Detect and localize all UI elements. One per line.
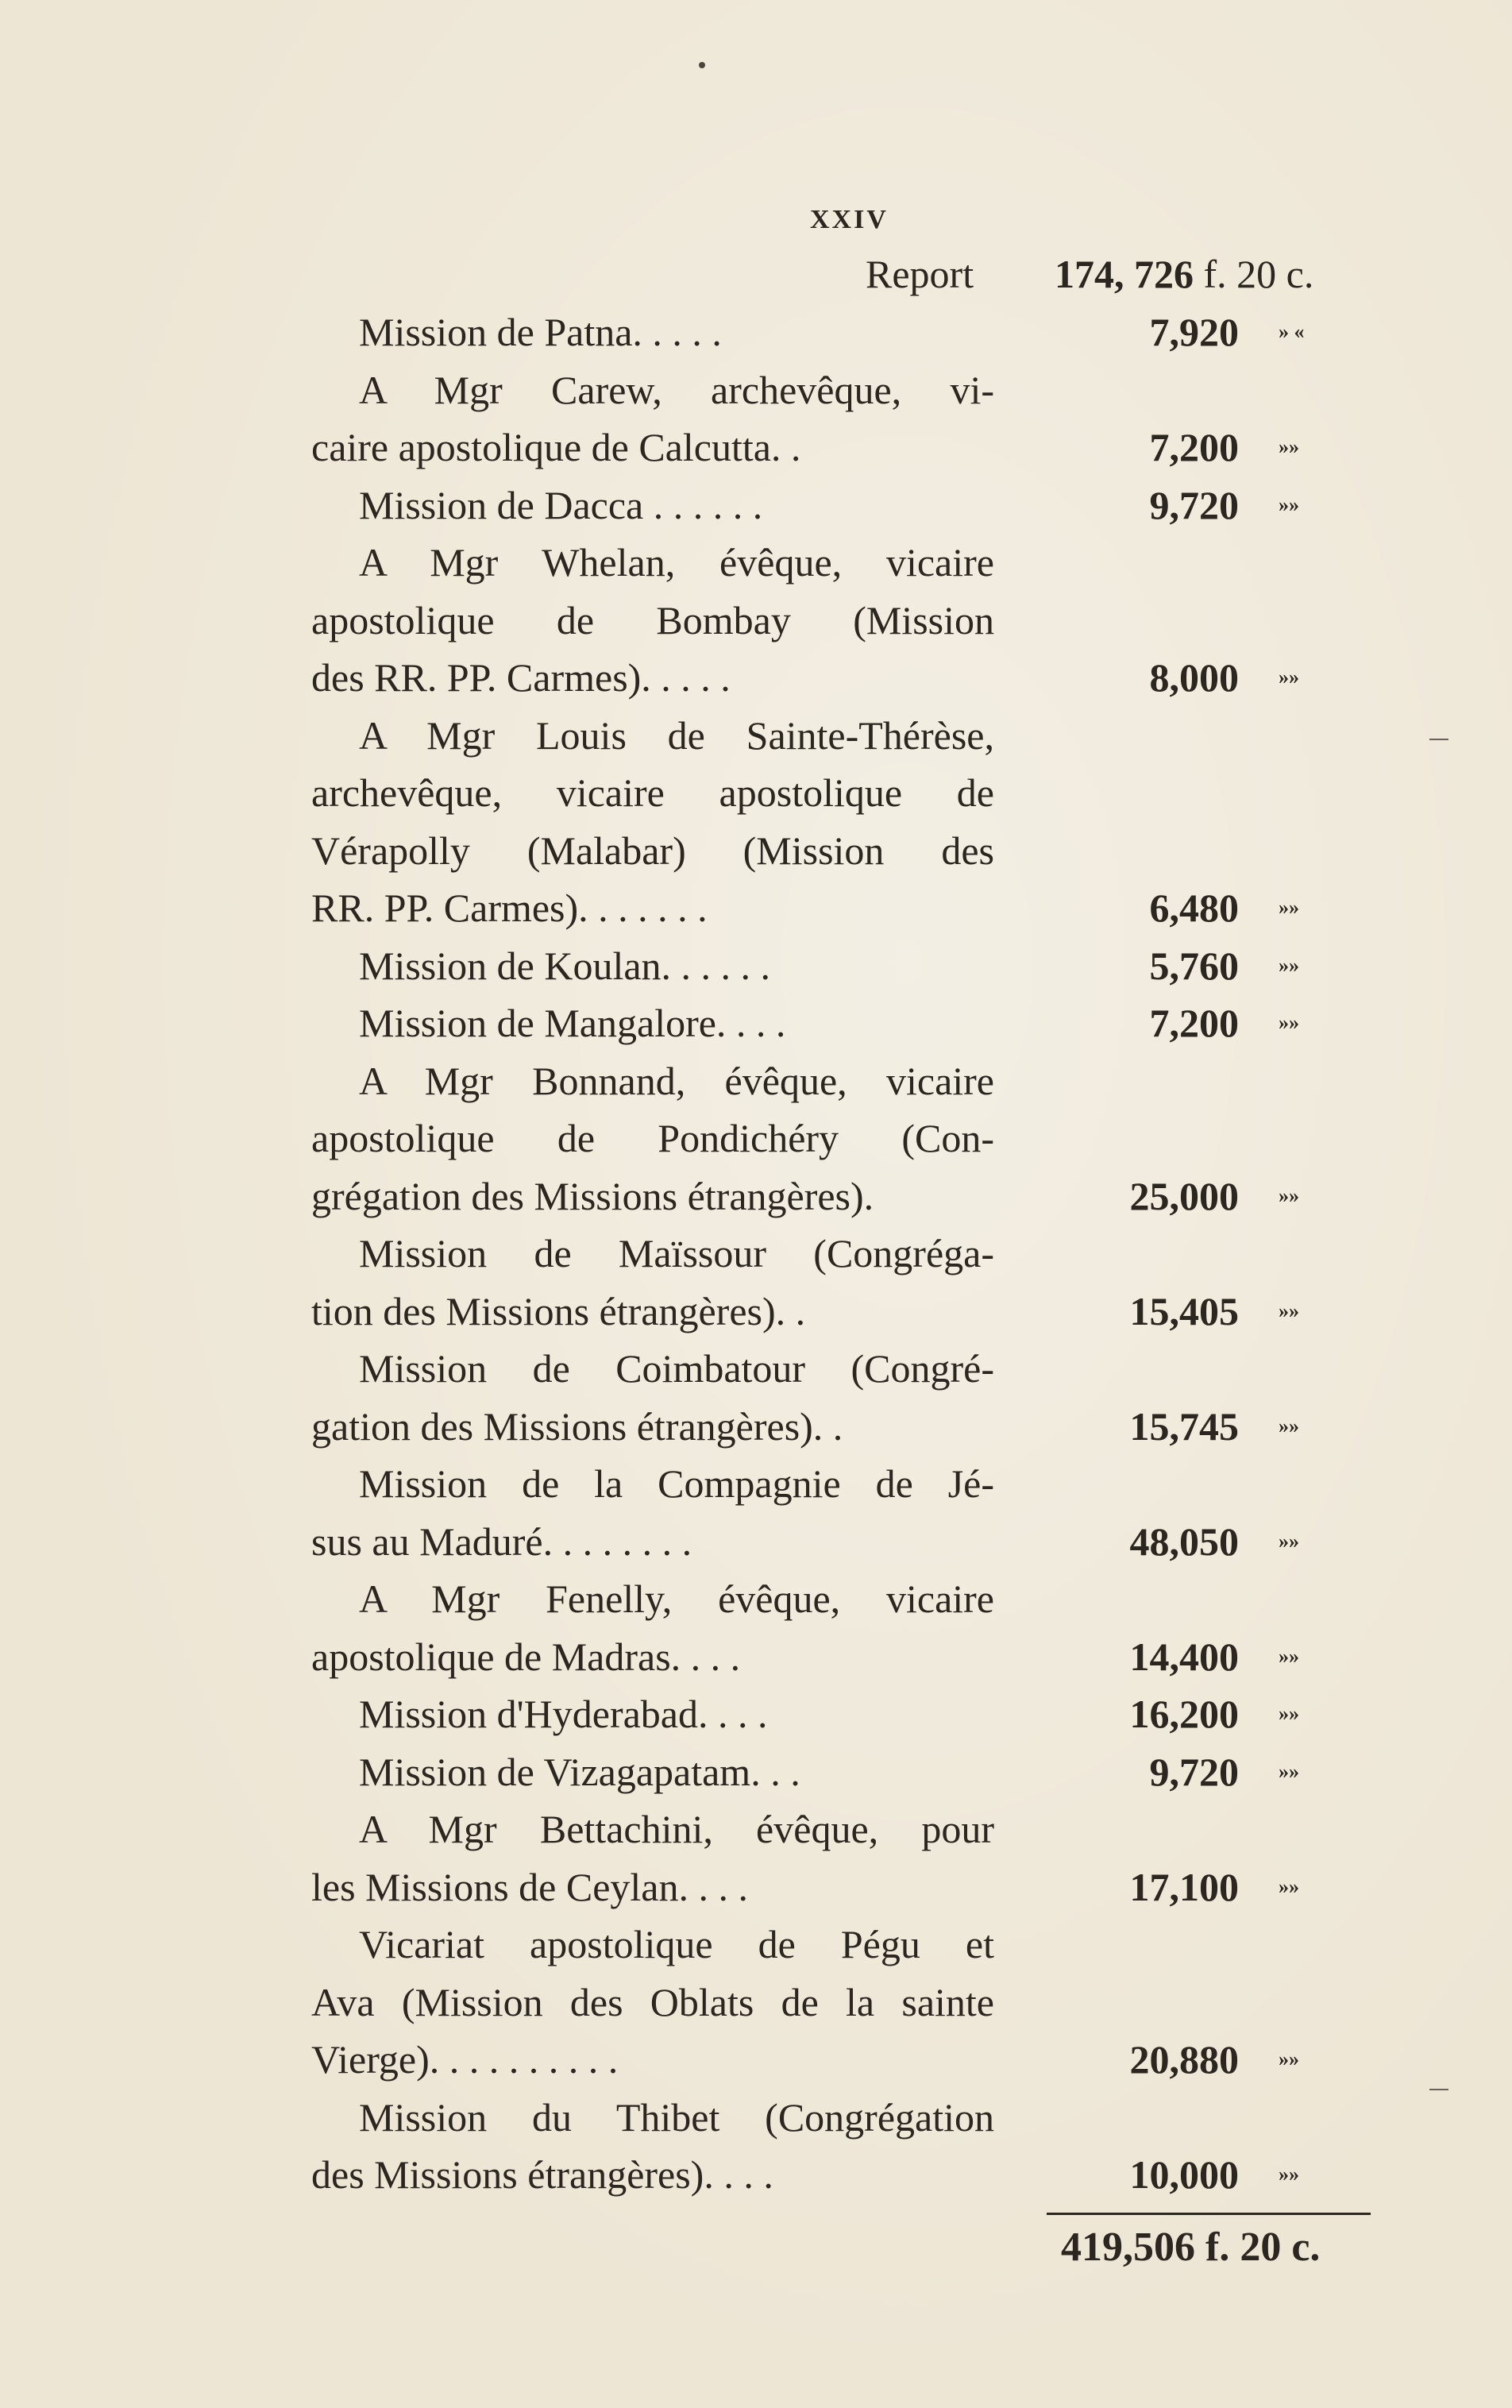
entry-text-line: gation des Missions étrangères). . — [311, 1403, 843, 1449]
entry-text-line: Mission de Patna. . . . . — [359, 310, 722, 354]
entry-amount: 7,200 — [1149, 425, 1239, 469]
entry-ditto-mark: »» — [1279, 666, 1299, 689]
entry-text-line: Mission d'Hyderabad. . . . — [359, 1692, 768, 1736]
entry-ditto-mark: » « — [1279, 320, 1305, 343]
entry-ditto-mark: »» — [1279, 435, 1299, 458]
report-amount: 174, 726 — [1055, 252, 1194, 296]
edge-mark — [1429, 2089, 1448, 2090]
entry-amount: 15,405 — [1129, 1288, 1239, 1333]
entry-ditto-mark: »» — [1279, 492, 1299, 516]
entry-amount: 17,100 — [1129, 1864, 1239, 1909]
entry-text-line: tion des Missions étrangères). . — [311, 1288, 806, 1333]
entry-amount: 5,760 — [1149, 943, 1239, 988]
entry-text-line: RR. PP. Carmes). . . . . . . — [311, 886, 708, 930]
entry-text-line: A Mgr Bonnand, évêque, vicaire — [359, 1058, 994, 1103]
entry-amount: 9,720 — [1149, 482, 1239, 527]
entry-amount: 9,720 — [1149, 1749, 1239, 1794]
entry-text-line: archevêque, vicaire apostolique de — [311, 770, 994, 815]
entry-text-line: apostolique de Bombay (Mission — [311, 597, 994, 643]
entry-text-line: Vérapolly (Malabar) (Mission des — [311, 828, 994, 873]
ink-dot — [699, 62, 705, 68]
entry-ditto-mark: »» — [1279, 1299, 1299, 1322]
entry-amount: 7,200 — [1149, 1001, 1239, 1045]
entry-text-line: Mission de Vizagapatam. . . — [359, 1749, 800, 1794]
page-number: XXIV — [810, 205, 889, 234]
entry-amount: 6,480 — [1149, 886, 1239, 930]
entry-amount: 48,050 — [1129, 1519, 1239, 1564]
entry-ditto-mark: »» — [1279, 2163, 1299, 2186]
entry-text-line: sus au Maduré. . . . . . . . — [311, 1519, 692, 1564]
entry-amount: 16,200 — [1129, 1692, 1239, 1736]
entry-text-line: A Mgr Carew, archevêque, vi- — [359, 367, 994, 412]
report-total — [1055, 251, 1313, 297]
report-label: Report — [866, 252, 974, 296]
entry-text-line: des Missions étrangères). . . . — [311, 2152, 773, 2197]
entry-text-line: Vicariat apostolique de Pégu et — [359, 1922, 994, 1966]
entry-text-line: Mission du Thibet (Congrégation — [359, 2094, 994, 2140]
entry-text-line: Mission de Dacca . . . . . . — [359, 482, 763, 527]
entry-amount: 7,920 — [1149, 310, 1239, 354]
entry-ditto-mark: »» — [1279, 1759, 1299, 1783]
entry-ditto-mark: »» — [1279, 1011, 1299, 1034]
entry-text-line: Mission de Coimbatour (Congré- — [359, 1346, 994, 1391]
entry-ditto-mark: »» — [1279, 2047, 1299, 2070]
entry-amount: 10,000 — [1129, 2152, 1239, 2197]
entry-text-line: caire apostolique de Calcutta. . — [311, 425, 801, 469]
final-total: 419,506 f. 20 c. — [1061, 2225, 1321, 2270]
entry-text-line: A Mgr Whelan, évêque, vicaire — [359, 540, 994, 585]
entry-text-line: apostolique de Madras. . . . — [311, 1634, 741, 1679]
entry-text-line: apostolique de Pondichéry (Con- — [311, 1116, 994, 1160]
entry-text-line: des RR. PP. Carmes). . . . . — [311, 655, 731, 700]
entry-ditto-mark: »» — [1279, 1702, 1299, 1725]
entry-ditto-mark: »» — [1279, 1644, 1299, 1668]
entry-amount: 8,000 — [1149, 655, 1239, 700]
entry-text-line: A Mgr Louis de Sainte-Thérèse, — [359, 712, 994, 758]
entry-text-line: Mission de Mangalore. . . . — [359, 1001, 786, 1045]
entry-text-line: Mission de la Compagnie de Jé- — [359, 1461, 994, 1506]
entry-amount: 14,400 — [1129, 1634, 1239, 1679]
entry-amount: 15,745 — [1129, 1403, 1239, 1449]
entry-text-line: A Mgr Fenelly, évêque, vicaire — [359, 1576, 994, 1621]
entry-text-line: les Missions de Ceylan. . . . — [311, 1864, 748, 1909]
entry-amount: 20,880 — [1129, 2037, 1239, 2082]
entry-ditto-mark: »» — [1279, 1529, 1299, 1553]
entry-ditto-mark: »» — [1279, 953, 1299, 977]
entry-text-line: Ava (Mission des Oblats de la sainte — [311, 1979, 994, 2024]
entry-amount: 25,000 — [1129, 1173, 1239, 1218]
entry-text-line: Mission de Koulan. . . . . . — [359, 943, 771, 988]
entry-ditto-mark: »» — [1279, 896, 1299, 919]
edge-mark — [1429, 739, 1448, 740]
entry-text-line: A Mgr Bettachini, évêque, pour — [359, 1807, 994, 1851]
entry-ditto-mark: »» — [1279, 1874, 1299, 1898]
entry-ditto-mark: »» — [1279, 1183, 1299, 1207]
entry-text-line: Vierge). . . . . . . . . . — [311, 2037, 619, 2082]
entry-ditto-mark: »» — [1279, 1414, 1299, 1437]
entry-text-line: grégation des Missions étrangères). — [311, 1173, 874, 1218]
entry-text-line: Mission de Maïssour (Congréga- — [359, 1231, 994, 1275]
report-units: f. 20 c. — [1203, 252, 1314, 296]
total-rule — [1047, 2213, 1371, 2215]
